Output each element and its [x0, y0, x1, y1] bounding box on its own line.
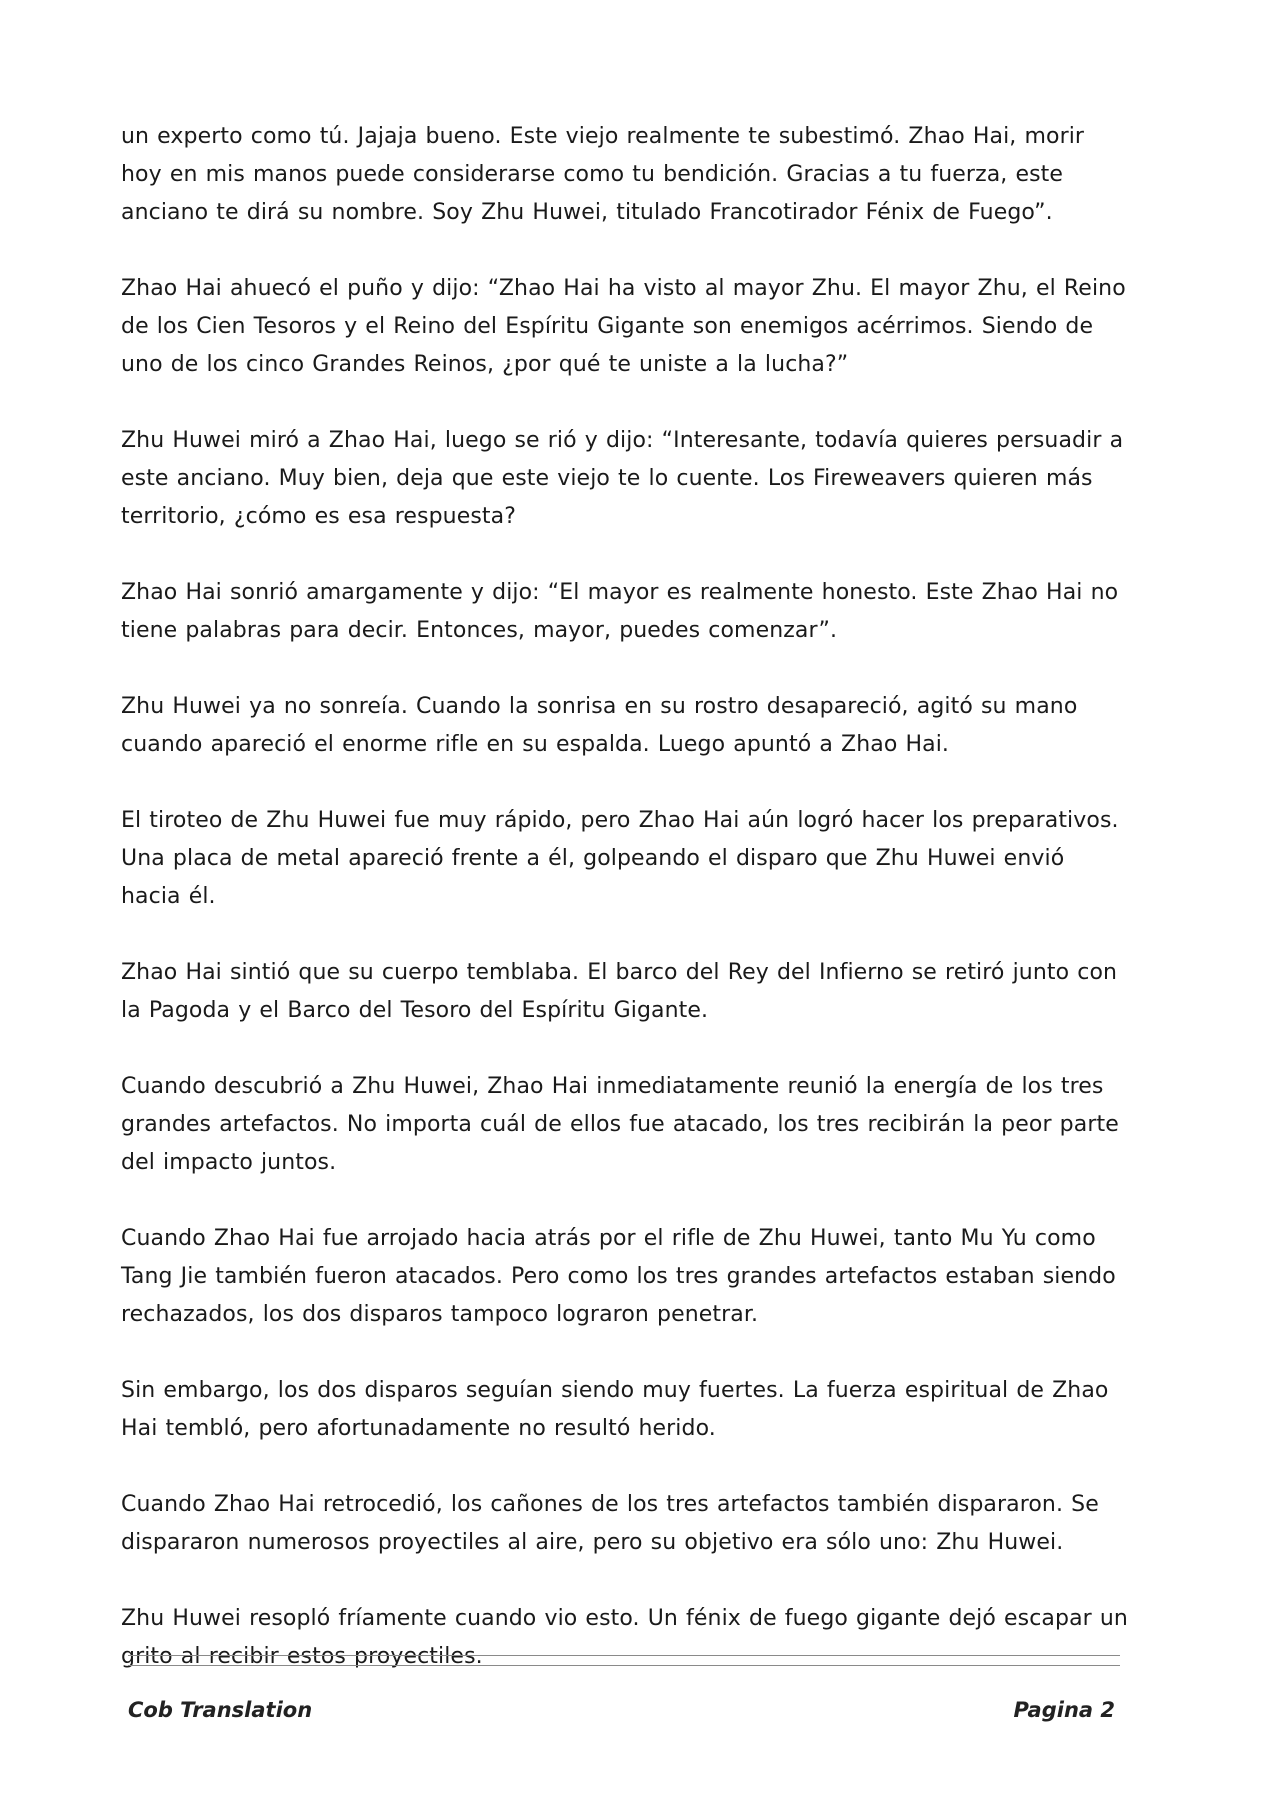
paragraph: Zhao Hai ahuecó el puño y dijo: “Zhao Hai ha visto al mayor Zhu. El mayor Zhu, el Reino de los Cien Tesoros y el Reino del Espíritu Gigante son enemigos acérrimos. Siendo de uno de los cinco Grandes Reinos, ¿por qué te uniste a la lucha?” [121, 276, 1126, 377]
footer-divider-bottom [128, 1665, 1120, 1666]
paragraph: un experto como tú. Jajaja bueno. Este viejo realmente te subestimó. Zhao Hai, morir hoy en mis manos puede considerarse como tu bendición. Gracias a tu fuerza, este anciano te dirá su nombre. Soy Zhu Huwei, titulado Francotirador Fénix de Fuego”. [121, 124, 1085, 225]
paragraph: Cuando Zhao Hai retrocedió, los cañones de los tres artefactos también dispararon. Se dispararon numerosos proyectiles al aire, pero su objetivo era sólo uno: Zhu Huwei. [121, 1492, 1099, 1555]
paragraph: Sin embargo, los dos disparos seguían siendo muy fuertes. La fuerza espiritual de Zhao Hai tembló, pero afortunadamente no resultó herido. [121, 1378, 1109, 1441]
body-text [121, 118, 1131, 1714]
paragraph: Zhu Huwei miró a Zhao Hai, luego se rió y dijo: “Interesante, todavía quieres persuadir a este anciano. Muy bien, deja que este viejo te lo cuente. Los Fireweavers quieren más territorio, ¿cómo es esa respuesta? [121, 428, 1124, 529]
paragraph: Zhu Huwei resopló fríamente cuando vio esto. Un fénix de fuego gigante dejó escapar un grito al recibir estos proyectiles. [121, 1606, 1128, 1669]
paragraph: Zhao Hai sintió que su cuerpo temblaba. El barco del Rey del Infierno se retiró junto con la Pagoda y el Barco del Tesoro del Espíritu Gigante. [121, 960, 1118, 1023]
paragraph: El tiroteo de Zhu Huwei fue muy rápido, pero Zhao Hai aún logró hacer los preparativos. Una placa de metal apareció frente a él, golpeando el disparo que Zhu Huwei envió hacia él. [121, 808, 1119, 909]
footer-page-number: Pagina 2 [1013, 1698, 1115, 1722]
footer-publisher: Cob Translation [128, 1698, 313, 1722]
paragraph: Zhu Huwei ya no sonreía. Cuando la sonrisa en su rostro desapareció, agitó su mano cuando apareció el enorme rifle en su espalda. Luego apuntó a Zhao Hai. [121, 694, 1078, 757]
footer-divider-top [128, 1655, 1120, 1656]
paragraph: Cuando descubrió a Zhu Huwei, Zhao Hai inmediatamente reunió la energía de los tres grandes artefactos. No importa cuál de ellos fue atacado, los tres recibirán la peor parte del impacto juntos. [121, 1074, 1119, 1175]
paragraph: Cuando Zhao Hai fue arrojado hacia atrás por el rifle de Zhu Huwei, tanto Mu Yu como Tang Jie también fueron atacados. Pero como los tres grandes artefactos estaban siendo rechazados, los dos disparos tampoco lograron penetrar. [121, 1226, 1116, 1327]
paragraph: Zhao Hai sonrió amargamente y dijo: “El mayor es realmente honesto. Este Zhao Hai no tiene palabras para decir. Entonces, mayor, puedes comenzar”. [121, 580, 1119, 643]
